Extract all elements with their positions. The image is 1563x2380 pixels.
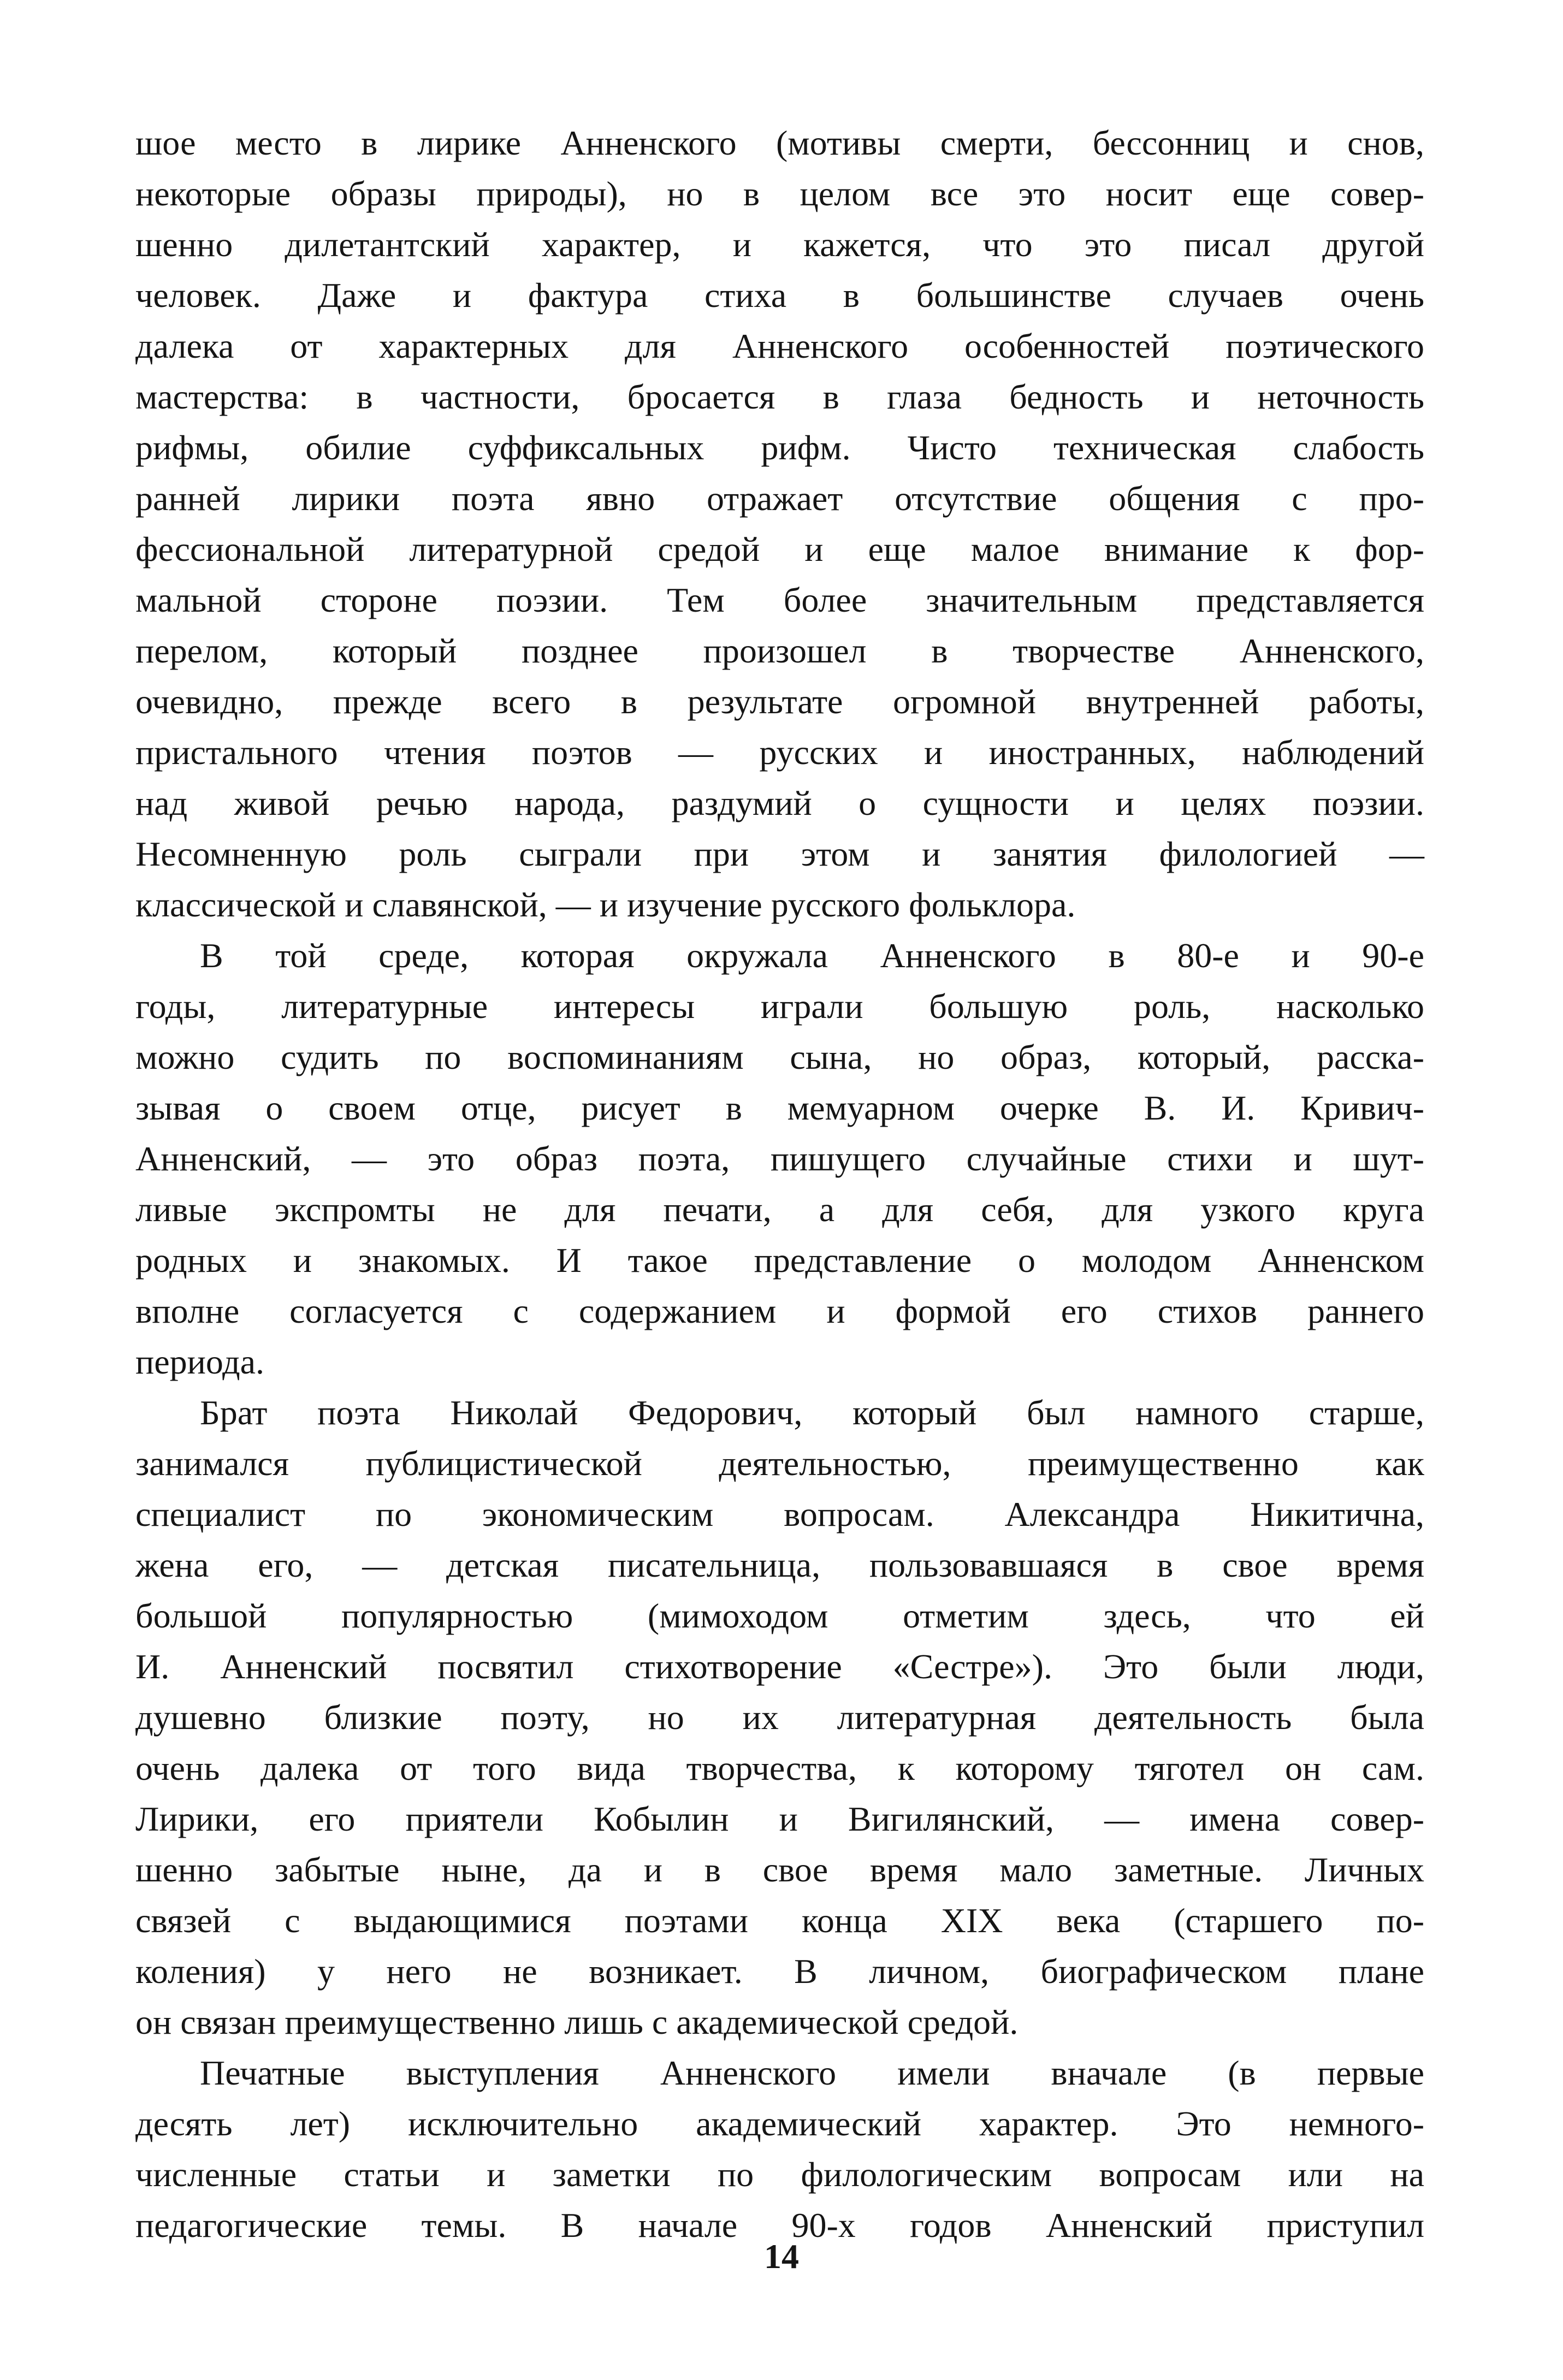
text-line: родных и знакомых. И такое представление о молодом Анненском	[135, 1241, 1424, 1280]
text-line: шенно забытые ныне, да и в свое время мало заметные. Личных	[135, 1850, 1424, 1889]
body-text	[135, 117, 1424, 2251]
text-line: очень далека от того вида творчества, к которому тяготел он сам.	[135, 1749, 1424, 1787]
text-line: Печатные выступления Анненского имели вначале (в первые	[200, 2053, 1424, 2092]
text-line: жена его, — детская писательница, пользовавшаяся в свое время	[135, 1546, 1424, 1584]
text-line: очевидно, прежде всего в результате огромной внутренней работы,	[135, 682, 1424, 721]
text-line: Брат поэта Николай Федорович, который был намного старше,	[200, 1393, 1424, 1432]
paragraph-3	[135, 1387, 1424, 2047]
text-line: коления) у него не возникает. В личном, биографическом плане	[135, 1952, 1424, 1991]
text-line: периода.	[135, 1342, 265, 1381]
text-line: В той среде, которая окружала Анненского в 80-е и 90-е	[200, 936, 1424, 975]
text-line: классической и славянской, — и изучение русского фольклора.	[135, 885, 1076, 924]
text-line: И. Анненский посвятил стихотворение «Сестре»). Это были люди,	[135, 1647, 1424, 1686]
text-line: над живой речью народа, раздумий о сущности и целях поэзии.	[135, 784, 1424, 822]
text-line: пристального чтения поэтов — русских и иностранных, наблюдений	[135, 733, 1424, 772]
text-line: некоторые образы природы), но в целом все это носит еще совер-	[135, 174, 1424, 213]
text-line: Несомненную роль сыграли при этом и занятия филологией —	[135, 834, 1424, 873]
text-line: мастерства: в частности, бросается в глаза бедность и неточность	[135, 377, 1424, 416]
text-line: фессиональной литературной средой и еще малое внимание к фор-	[135, 530, 1424, 569]
paragraph-4	[135, 2047, 1424, 2251]
text-line: численные статьи и заметки по филологическим вопросам или на	[135, 2155, 1424, 2194]
text-line: вполне согласуется с содержанием и формой его стихов раннего	[135, 1292, 1424, 1330]
text-line: он связан преимущественно лишь с академической средой.	[135, 2003, 1019, 2041]
text-line: можно судить по воспоминаниям сына, но образ, который, расска-	[135, 1038, 1424, 1076]
page-number: 14	[764, 2237, 799, 2276]
text-line: шенно дилетантский характер, и кажется, что это писал другой	[135, 225, 1424, 264]
text-line: зывая о своем отце, рисует в мемуарном очерке В. И. Кривич-	[135, 1088, 1424, 1127]
text-line: человек. Даже и фактура стиха в большинстве случаев очень	[135, 276, 1424, 315]
paragraph-1	[135, 117, 1424, 930]
paragraph-2	[135, 930, 1424, 1387]
text-line: ливые экспромты не для печати, а для себя, для узкого круга	[135, 1190, 1424, 1229]
text-line: Анненский, — это образ поэта, пишущего случайные стихи и шут-	[135, 1139, 1424, 1178]
text-line: шое место в лирике Анненского (мотивы смерти, бессонниц и снов,	[135, 123, 1424, 162]
text-line: рифмы, обилие суффиксальных рифм. Чисто техническая слабость	[135, 428, 1424, 467]
text-line: педагогические темы. В начале 90-х годов Анненский приступил	[135, 2206, 1424, 2245]
text-line: перелом, который позднее произошел в творчестве Анненского,	[135, 631, 1424, 670]
text-line: большой популярностью (мимоходом отметим здесь, что ей	[135, 1596, 1424, 1635]
text-line: Лирики, его приятели Кобылин и Вигилянский, — имена совер-	[135, 1799, 1424, 1838]
text-line: специалист по экономическим вопросам. Александра Никитична,	[135, 1495, 1424, 1534]
text-line: занимался публицистической деятельностью, преимущественно как	[135, 1444, 1424, 1483]
text-line: мальной стороне поэзии. Тем более значительным представляется	[135, 581, 1424, 619]
text-line: ранней лирики поэта явно отражает отсутствие общения с про-	[135, 479, 1424, 518]
text-line: десять лет) исключительно академический характер. Это немного-	[135, 2104, 1424, 2143]
text-line: связей с выдающимися поэтами конца XIX века (старшего по-	[135, 1901, 1424, 1940]
text-line: далека от характерных для Анненского особенностей поэтического	[135, 327, 1424, 365]
text-line: душевно близкие поэту, но их литературная деятельность была	[135, 1698, 1424, 1737]
text-line: годы, литературные интересы играли большую роль, насколько	[135, 987, 1424, 1026]
